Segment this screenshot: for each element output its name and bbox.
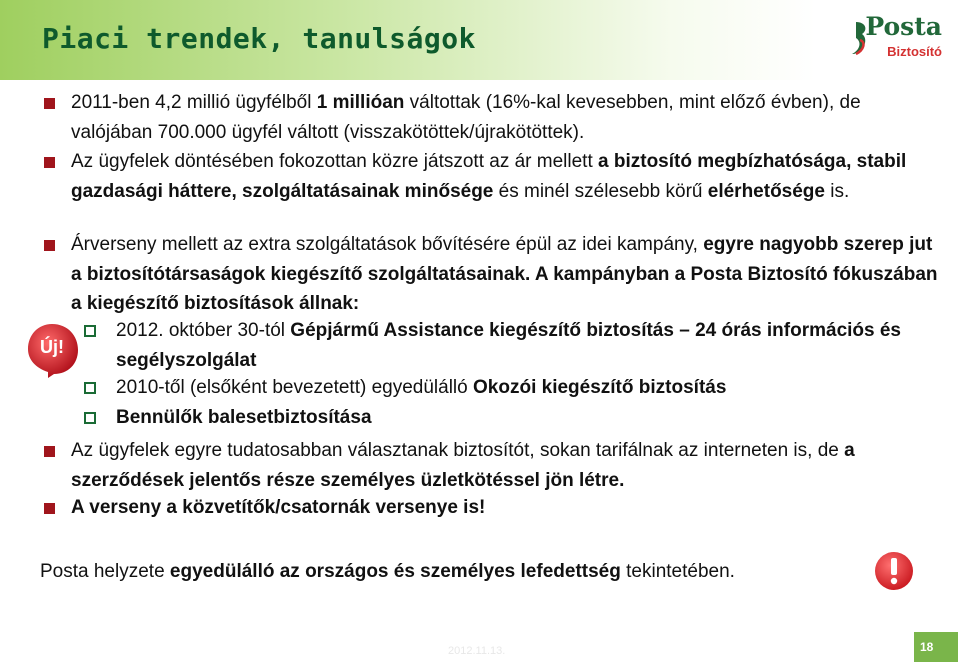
bullet-text xyxy=(40,493,940,523)
sub-bullet-text xyxy=(84,373,904,403)
text-run: Posta helyzete xyxy=(40,561,170,582)
text-run: 2012. október 30-tól xyxy=(116,320,291,341)
text-run: is. xyxy=(825,180,850,202)
bullet-square xyxy=(44,98,55,109)
text-run: és minél szélesebb körű xyxy=(493,180,708,202)
posta-biztosito-logo xyxy=(848,10,944,66)
logo-name: Posta xyxy=(865,12,942,41)
bullet-item xyxy=(40,147,940,206)
bullet-text xyxy=(40,230,940,319)
text-run: tekintetében. xyxy=(620,561,735,582)
bullet-square xyxy=(44,446,55,457)
emphasis-text: a szerződések jelentős része személyes üzletkötéssel jön létre. xyxy=(71,440,855,491)
text-run: Árverseny mellett az extra szolgáltatások bővítésére épül az idei kampány, xyxy=(71,234,704,255)
emphasis-text: egyedülálló az országos és személyes lefedettség xyxy=(169,561,621,582)
page-number: 18 xyxy=(920,640,934,654)
sub-bullet-item xyxy=(84,316,904,375)
logo-subtitle: Biztosító xyxy=(887,44,942,59)
emphasis-text: elérhetősége xyxy=(707,180,825,202)
bullet-square xyxy=(44,503,55,514)
emphasis-text: A verseny a közvetítők/csatornák versenye is! xyxy=(71,497,486,518)
bullet-item xyxy=(40,436,940,495)
text-run: Az ügyfelek döntésében fokozottan közre játszott az ár mellett xyxy=(71,151,599,172)
emphasis-text: 1 millióan xyxy=(316,92,405,113)
badge-label: Új! xyxy=(40,337,64,357)
sub-bullet-item xyxy=(84,373,904,403)
text-run: váltottak (16%-kal kevesebben, mint előző évben), de valójában 700.000 ügyfél váltott (visszakötöttek/újrakötöttek). xyxy=(71,92,861,143)
sub-bullet-item xyxy=(84,403,904,433)
text-run: 2011-ben 4,2 millió ügyfélből xyxy=(71,92,317,113)
bullet-item xyxy=(40,230,940,319)
sub-bullet-square xyxy=(84,382,96,394)
sub-bullet-square xyxy=(84,412,96,424)
summary-line xyxy=(40,557,860,587)
bullet-text xyxy=(40,147,940,206)
footer-date: 2012.11.13. xyxy=(448,645,506,657)
bullet-text xyxy=(40,88,940,147)
text-run: 2010-től (elsőként bevezetett) egyedülálló xyxy=(116,377,474,398)
emphasis-text: a biztosító megbízhatósága, stabil gazdasági háttere, szolgáltatásainak minősége xyxy=(71,151,907,202)
exclamation-icon xyxy=(874,551,914,591)
sub-bullet-text xyxy=(84,403,904,433)
emphasis-text: egyre nagyobb szerep jut a biztosítótársaságok kiegészítő szolgáltatásainak. A kampányban a Posta Biztosító fókuszában a kiegészítő biztosítások állnak: xyxy=(71,234,938,314)
bullet-item xyxy=(40,493,940,523)
bullet-square xyxy=(44,157,55,168)
sub-bullet-square xyxy=(84,325,96,337)
new-badge xyxy=(26,322,82,380)
emphasis-text: Okozói kiegészítő biztosítás xyxy=(473,377,727,398)
bullet-item xyxy=(40,88,940,147)
bullet-square xyxy=(44,240,55,251)
emphasis-text: Bennülők balesetbiztosítása xyxy=(116,407,372,428)
sub-bullet-text xyxy=(84,316,904,375)
page-title: Piaci trendek, tanulságok xyxy=(42,22,476,55)
bullet-text xyxy=(40,436,940,495)
emphasis-text: Gépjármű Assistance kiegészítő biztosítás – 24 órás információs és segélyszolgálat xyxy=(116,320,901,371)
text-run: Az ügyfelek egyre tudatosabban választanak biztosítót, sokan tarifálnak az interneten is, de xyxy=(71,440,845,461)
